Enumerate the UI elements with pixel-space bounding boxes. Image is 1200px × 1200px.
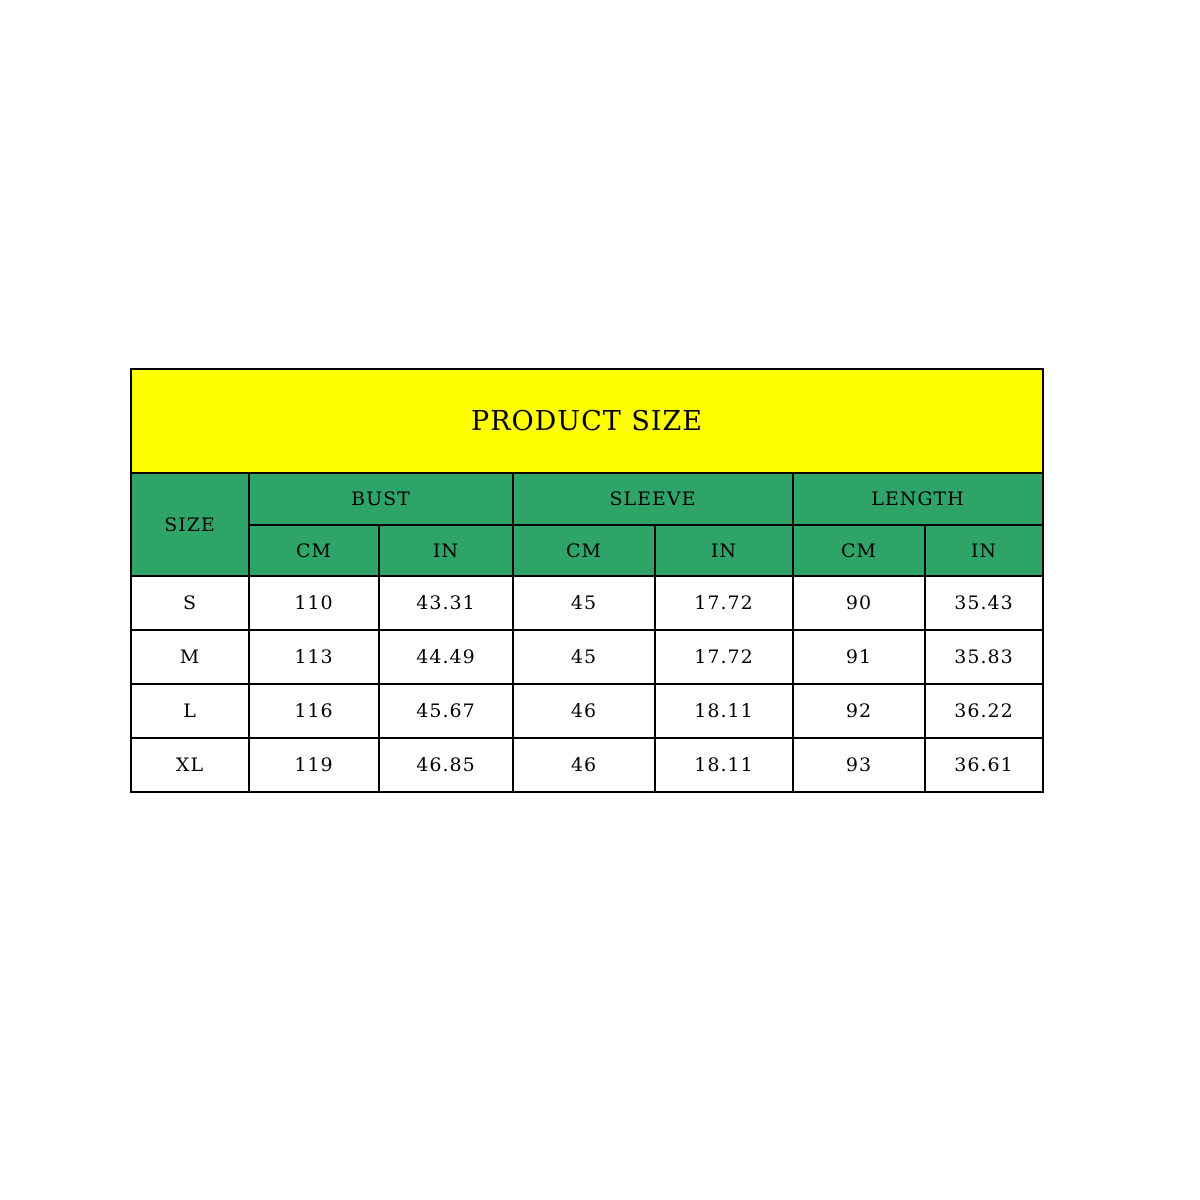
cell-bust-in: 46.85 <box>379 738 513 792</box>
table-row <box>131 738 1043 792</box>
cell-length-in: 36.22 <box>925 684 1043 738</box>
cell-length-in: 35.83 <box>925 630 1043 684</box>
cell-bust-cm: 119 <box>249 738 379 792</box>
column-header-sleeve-cm: CM <box>513 525 655 576</box>
cell-sleeve-in: 17.72 <box>655 576 793 630</box>
table-row <box>131 576 1043 630</box>
cell-sleeve-in: 17.72 <box>655 630 793 684</box>
cell-sleeve-cm: 45 <box>513 630 655 684</box>
cell-size: M <box>131 630 249 684</box>
size-table <box>130 368 1044 793</box>
product-size-chart <box>130 368 1042 793</box>
table-unit-header-row <box>131 525 1043 576</box>
column-header-length-in: IN <box>925 525 1043 576</box>
column-group-length: LENGTH <box>793 473 1043 525</box>
cell-bust-cm: 116 <box>249 684 379 738</box>
table-row <box>131 630 1043 684</box>
column-group-bust: BUST <box>249 473 513 525</box>
cell-bust-in: 44.49 <box>379 630 513 684</box>
cell-length-cm: 93 <box>793 738 925 792</box>
cell-bust-in: 45.67 <box>379 684 513 738</box>
cell-size: XL <box>131 738 249 792</box>
column-header-bust-in: IN <box>379 525 513 576</box>
cell-length-cm: 91 <box>793 630 925 684</box>
cell-size: L <box>131 684 249 738</box>
cell-length-in: 36.61 <box>925 738 1043 792</box>
column-header-bust-cm: CM <box>249 525 379 576</box>
cell-sleeve-cm: 46 <box>513 738 655 792</box>
cell-length-cm: 90 <box>793 576 925 630</box>
cell-size: S <box>131 576 249 630</box>
cell-length-in: 35.43 <box>925 576 1043 630</box>
cell-bust-cm: 113 <box>249 630 379 684</box>
cell-bust-in: 43.31 <box>379 576 513 630</box>
table-row <box>131 684 1043 738</box>
cell-length-cm: 92 <box>793 684 925 738</box>
chart-title: PRODUCT SIZE <box>131 369 1043 473</box>
column-group-sleeve: SLEEVE <box>513 473 793 525</box>
cell-sleeve-cm: 46 <box>513 684 655 738</box>
column-header-size: SIZE <box>131 473 249 576</box>
table-group-header-row <box>131 473 1043 525</box>
cell-bust-cm: 110 <box>249 576 379 630</box>
cell-sleeve-cm: 45 <box>513 576 655 630</box>
column-header-length-cm: CM <box>793 525 925 576</box>
column-header-sleeve-in: IN <box>655 525 793 576</box>
cell-sleeve-in: 18.11 <box>655 684 793 738</box>
table-title-row <box>131 369 1043 473</box>
cell-sleeve-in: 18.11 <box>655 738 793 792</box>
